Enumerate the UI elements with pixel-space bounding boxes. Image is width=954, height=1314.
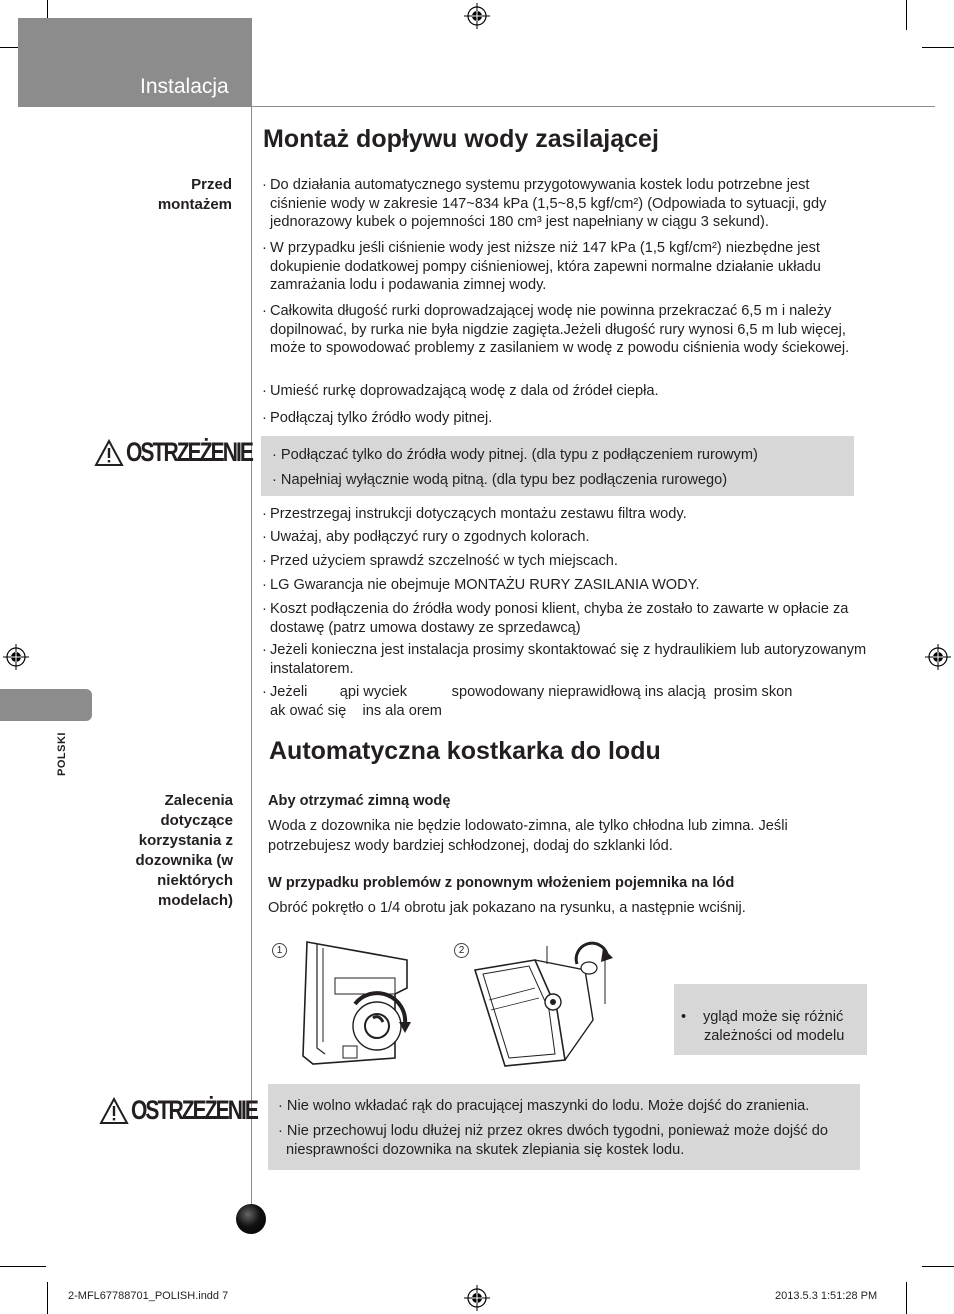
- bullet-item: · Do działania automatycznego systemu przygotowywania kostek lodu potrzebne jest ciśnienie wody w zakresie 147~834 kPa (1,5~8,5 kgf/cm²) (Odpowiada to sytuacji, gdy jednorazowy kubek o pojemności 180 cm³ jest napełniany w ciągu 3 sekund).: [262, 176, 867, 232]
- warning-box: [268, 1084, 860, 1170]
- warning-triangle-icon: [94, 439, 124, 467]
- side-label-line: modelach): [157, 892, 233, 909]
- bullet-text: Koszt podłączenia do źródła wody ponosi klient, chyba że zostało to zawarte w opłacie za dostawę (patrz umowa dostawy ze sprzedawcą): [270, 601, 849, 636]
- registration-mark-icon: [464, 1285, 490, 1311]
- bullet-item: · Jeżeli ąpi wyciek spowodowany nieprawidłową ins alacją prosim skon ak ować się ins ala orem: [262, 683, 802, 720]
- warning-text: OSTRZEŻENIE: [126, 437, 252, 467]
- section2-side-label: [136, 791, 234, 911]
- paragraph: Obróć pokrętło o 1/4 obrotu jak pokazano na rysunku, a następnie wciśnij.: [268, 900, 746, 916]
- section1-title: Montaż dopływu wody zasilającej: [263, 125, 659, 153]
- registration-mark-icon: [925, 644, 951, 670]
- side-label-line: Zalecenia: [164, 792, 233, 809]
- crop-mark: [922, 47, 954, 48]
- crop-mark: [0, 1266, 46, 1267]
- ice-bin-insert-illustration: [465, 940, 613, 1070]
- warning-label: [94, 437, 288, 468]
- warning-item: · Nie wolno wkładać rąk do pracującej maszynki do lodu. Może dojść do zranienia.: [278, 1098, 810, 1114]
- section-header-title: Instalacja: [140, 75, 229, 98]
- crop-mark: [922, 1266, 954, 1267]
- section2-title: Automatyczna kostkarka do lodu: [269, 737, 661, 765]
- note-box: [674, 984, 867, 1055]
- bullet-item: · W przypadku jeśli ciśnienie wody jest niższe niż 147 kPa (1,5 kgf/cm²) niezbędne jest dokupienie dodatkowej pompy ciśnieniowej, która zapewni normalne działanie układu zamrażania lodu i podawania zimnej wody.: [262, 239, 867, 295]
- side-label-line: dotyczące: [160, 812, 233, 829]
- figure-number: 2: [454, 943, 469, 958]
- language-tab: [0, 689, 92, 721]
- note-bullet: •: [681, 1009, 687, 1025]
- warning-item-text: Napełniaj wyłącznie wodą pitną. (dla typu bez podłączenia rurowego): [280, 472, 728, 488]
- warning-item-text: Nie wolno wkładać rąk do pracującej maszynki do lodu. Może dojść do zranienia.: [286, 1098, 810, 1114]
- bullet-text: Jeżeli konieczna jest instalacja prosimy skontaktować się z hydraulikiem lub autoryzowanym instalatorem.: [270, 642, 867, 677]
- figure-number: 1: [272, 943, 287, 958]
- side-label-line: korzystania z: [138, 832, 233, 849]
- bullet-item: · Uważaj, aby podłączyć rury o zgodnych kolorach.: [262, 528, 867, 547]
- warning-item: · Nie przechowuj lodu dłużej niż przez okres dwóch tygodni, ponieważ może dojść do niesprawności dozownika na skutek zlepiania się kostek lodu.: [278, 1123, 828, 1158]
- bullet-item: · Przestrzegaj instrukcji dotyczących montażu zestawu filtra wody.: [262, 505, 867, 524]
- bullet-text: Całkowita długość rurki doprowadzającej wodę nie powinna przekraczać 6,5 m i należy dopilnować, by rurka nie była nigdzie zagięta.Jeżeli długość rury wynosi 6,5 m lub więcej, może to spowodować problemy z zasilaniem w wodę z powodu ciśnienia wody ściekowej.: [270, 303, 850, 356]
- registration-mark-icon: [3, 644, 29, 670]
- warning-item: · Napełniaj wyłącznie wodą pitną. (dla typu bez podłączenia rurowego): [272, 472, 728, 488]
- bullet-text: Podłączaj tylko źródło wody pitnej.: [270, 410, 493, 426]
- paragraph: Woda z dozownika nie będzie lodowato-zimna, ale tylko chłodna lub zimna. Jeśli potrzebujesz wody bardziej schłodzonej, dodaj do szklanki lód.: [268, 818, 788, 854]
- header-rule: [18, 106, 935, 107]
- warning-item-text: Podłączać tylko do źródła wody pitnej. (dla typu z podłączeniem rurowym): [280, 447, 758, 463]
- crop-mark: [906, 1282, 907, 1314]
- ice-bin-dial-illustration: [295, 938, 415, 1070]
- section-header: [18, 18, 251, 106]
- column-divider: [251, 18, 252, 1218]
- bullet-text: Umieść rurkę doprowadzającą wodę z dala od źródeł ciepła.: [270, 383, 659, 399]
- bullet-item: · Jeżeli konieczna jest instalacja prosimy skontaktować się z hydraulikiem lub autoryzowanym instalatorem.: [262, 642, 867, 677]
- bullet-text: Do działania automatycznego systemu przygotowywania kostek lodu potrzebne jest ciśnienie wody w zakresie 147~834 kPa (1,5~8,5 kgf/cm²) (Odpowiada to sytuacji, gdy jednorazowy kubek o pojemności 180 cm³ jest napełniany w ciągu 3 sekund).: [270, 177, 827, 230]
- bullet-text: Uważaj, aby podłączyć rury o zgodnych kolorach.: [270, 529, 590, 545]
- bullet-text: LG Gwarancja nie obejmuje MONTAŻU RURY ZASILANIA WODY.: [270, 577, 700, 593]
- bullet-item: · Podłączaj tylko źródło wody pitnej.: [262, 409, 867, 428]
- bullet-text: Przestrzegaj instrukcji dotyczących montażu zestawu filtra wody.: [270, 506, 687, 522]
- page-marker-dot: [236, 1204, 266, 1234]
- note-line: zależności od modelu: [704, 1028, 845, 1044]
- bullet-item: · LG Gwarancja nie obejmuje MONTAŻU RURY ZASILANIA WODY.: [262, 576, 867, 595]
- crop-mark: [47, 1282, 48, 1314]
- bullet-item: · Umieść rurkę doprowadzającą wodę z dala od źródeł ciepła.: [262, 382, 867, 401]
- footer-timestamp: 2013.5.3 1:51:28 PM: [775, 1290, 878, 1302]
- bullet-item: · Całkowita długość rurki doprowadzającej wodę nie powinna przekraczać 6,5 m i należy dopilnować, by rurka nie była nigdzie zagięta.Jeżeli długość rury wynosi 6,5 m lub więcej, może to spowodować problemy z zasilaniem w wodę z powodu ciśnienia wody ściekowej.: [262, 302, 867, 358]
- bullet-item: · Przed użyciem sprawdź szczelność w tych miejscach.: [262, 552, 867, 571]
- subheading: W przypadku problemów z ponownym włożeniem pojemnika na lód: [268, 875, 735, 891]
- side-label-line: Przed: [191, 176, 232, 193]
- side-label-line: niektórych: [157, 872, 233, 889]
- warning-item: · Podłączać tylko do źródła wody pitnej. (dla typu z podłączeniem rurowym): [272, 447, 758, 463]
- section1-side-label: [158, 175, 232, 215]
- language-label: POLSKI: [56, 732, 68, 776]
- crop-mark: [906, 0, 907, 30]
- warning-triangle-icon: [99, 1097, 129, 1125]
- subheading: Aby otrzymać zimną wodę: [268, 793, 451, 809]
- side-label-line: montażem: [157, 196, 232, 213]
- registration-mark-icon: [464, 3, 490, 29]
- warning-text: OSTRZEŻENIE: [131, 1095, 257, 1125]
- warning-box: [261, 436, 854, 496]
- warning-item-text: Nie przechowuj lodu dłużej niż przez okres dwóch tygodni, ponieważ może dojść do niesprawności dozownika na skutek zlepiania się kostek lodu.: [286, 1123, 828, 1158]
- bullet-text: W przypadku jeśli ciśnienie wody jest niższe niż 147 kPa (1,5 kgf/cm²) niezbędne jest dokupienie dodatkowej pompy ciśnieniowej, która zapewni normalne działanie układu zamrażania lodu i podawania zimnej wody.: [270, 240, 821, 293]
- bullet-text: Jeżeli ąpi wyciek spowodowany nieprawidłową ins alacją prosim skon ak ować się ins ala orem: [270, 684, 797, 719]
- note-line: ygląd może się różnić: [703, 1009, 844, 1025]
- warning-label: [99, 1095, 293, 1126]
- bullet-item: · Koszt podłączenia do źródła wody ponosi klient, chyba że zostało to zawarte w opłacie za dostawę (patrz umowa dostawy ze sprzedawcą): [262, 600, 867, 637]
- footer-file: 2-MFL67788701_POLISH.indd 7: [68, 1290, 229, 1302]
- side-label-line: dozownika (w: [135, 852, 233, 869]
- bullet-text: Przed użyciem sprawdź szczelność w tych miejscach.: [270, 553, 618, 569]
